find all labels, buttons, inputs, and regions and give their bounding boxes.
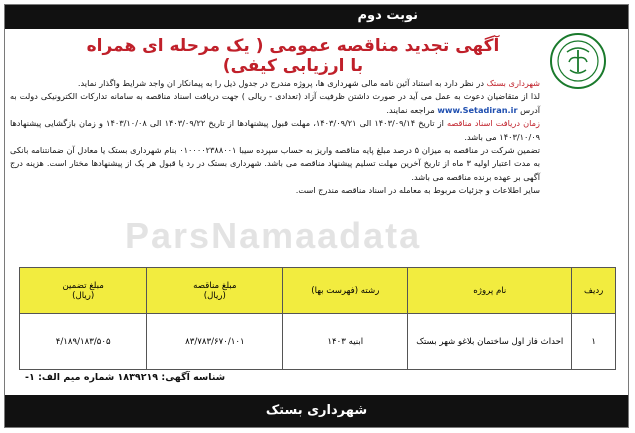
header-field: رشته (فهرست بها): [283, 268, 408, 314]
footer-bar: [5, 395, 628, 427]
table-row: [20, 314, 616, 370]
paragraph-intro: شهرداری بستک در نظر دارد به استناد آئین نامه مالی شهرداری ها، پروژه مندرج در جدول ذیل را به پیمانکار ان واجد شرایط واگذار نماید.: [77, 78, 540, 88]
round-label: نوبت دوم: [357, 8, 418, 23]
ad-identifier: شناسه آگهی: ۱۸۳۹۲۱۹ شماره میم الف: ۱-: [25, 372, 226, 383]
logo-emblem-icon: [555, 38, 601, 84]
ad-body: [10, 77, 540, 198]
cell-project-name: احداث فاز اول ساختمان بلاغو شهر بستک: [408, 314, 572, 370]
paragraph-guarantee: تضمین شرکت در مناقصه به میزان ۵ درصد مبلغ پایه مناقصه واریز به حساب سپرده سیبا ۰۱۰۰۰۰۲۳۸۸۰۰۱ بنام شهرداری بستک یا معادل آن ضمانتنامه بانکی به مدت اعتبار اولیه ۳ ماه از تاریخ آخرین مهلت تسلیم پیشنهاد مناقصه می باشد. شهرداری بستک در رد یا قبول هر یک از پیشنهادها مختار است. هزینه درج آگهی بر عهده برنده مناقصه می باشد.: [10, 145, 541, 182]
org-name: شهرداری بستک: [486, 78, 540, 88]
paragraph-other-info: سایر اطلاعات و جزئیات مربوط به معامله در اسناد مناقصه مندرج است.: [295, 185, 540, 196]
header-row-number: ردیف: [572, 268, 616, 314]
header-tender-amount: مبلغ مناقصه (ریال): [147, 268, 283, 314]
paragraph-invitation: لذا از متقاضیان دعوت به عمل می آید در صورت داشتن ظرفیت آزاد (تعدادی - ریالی ) جهت دریافت اسناد مناقصه به سامانه تدارکات الکترونیکی دولت به آدرس www.Setadiran.ir مراجعه نمایند.: [10, 91, 540, 115]
municipality-logo: [550, 33, 606, 89]
paragraph-schedule: زمان دریافت اسناد مناقصه از تاریخ ۱۴۰۳/۰۹/۱۴ الی ۱۴۰۳/۰۹/۲۱، مهلت قبول پیشنهادها از تاریخ ۱۴۰۳/۰۹/۲۲ الی ۱۴۰۳/۱۰/۰۸ و زمان بازگشایی پیشنهادها ۱۴۰۳/۱۰/۰۹ می باشد.: [10, 118, 540, 142]
cell-row-number: ۱: [572, 314, 616, 370]
watermark: ParsNamaadata: [125, 215, 422, 256]
header-project-name: نام پروژه: [408, 268, 572, 314]
website-link[interactable]: www.Setadiran.ir: [437, 104, 518, 115]
header-guarantee-amount: مبلغ تضمین (ریال): [20, 268, 147, 314]
cell-guarantee-amount: ۴/۱۸۹/۱۸۳/۵۰۵: [20, 314, 147, 370]
footer-label: شهرداری بستک: [265, 403, 368, 418]
schedule-label: زمان دریافت اسناد مناقصه: [446, 118, 540, 129]
table-header-row: [20, 268, 616, 314]
ad-frame: [4, 4, 629, 428]
cell-field: ابنیه ۱۴۰۳: [283, 314, 408, 370]
ad-title: آگهی تجدید مناقصه عمومی ( یک مرحله ای همراه با ارزیابی کیفی): [86, 36, 500, 76]
cell-tender-amount: ۸۳/۷۸۳/۶۷۰/۱۰۱: [147, 314, 283, 370]
tender-table: [19, 267, 616, 370]
top-bar: [5, 5, 628, 29]
